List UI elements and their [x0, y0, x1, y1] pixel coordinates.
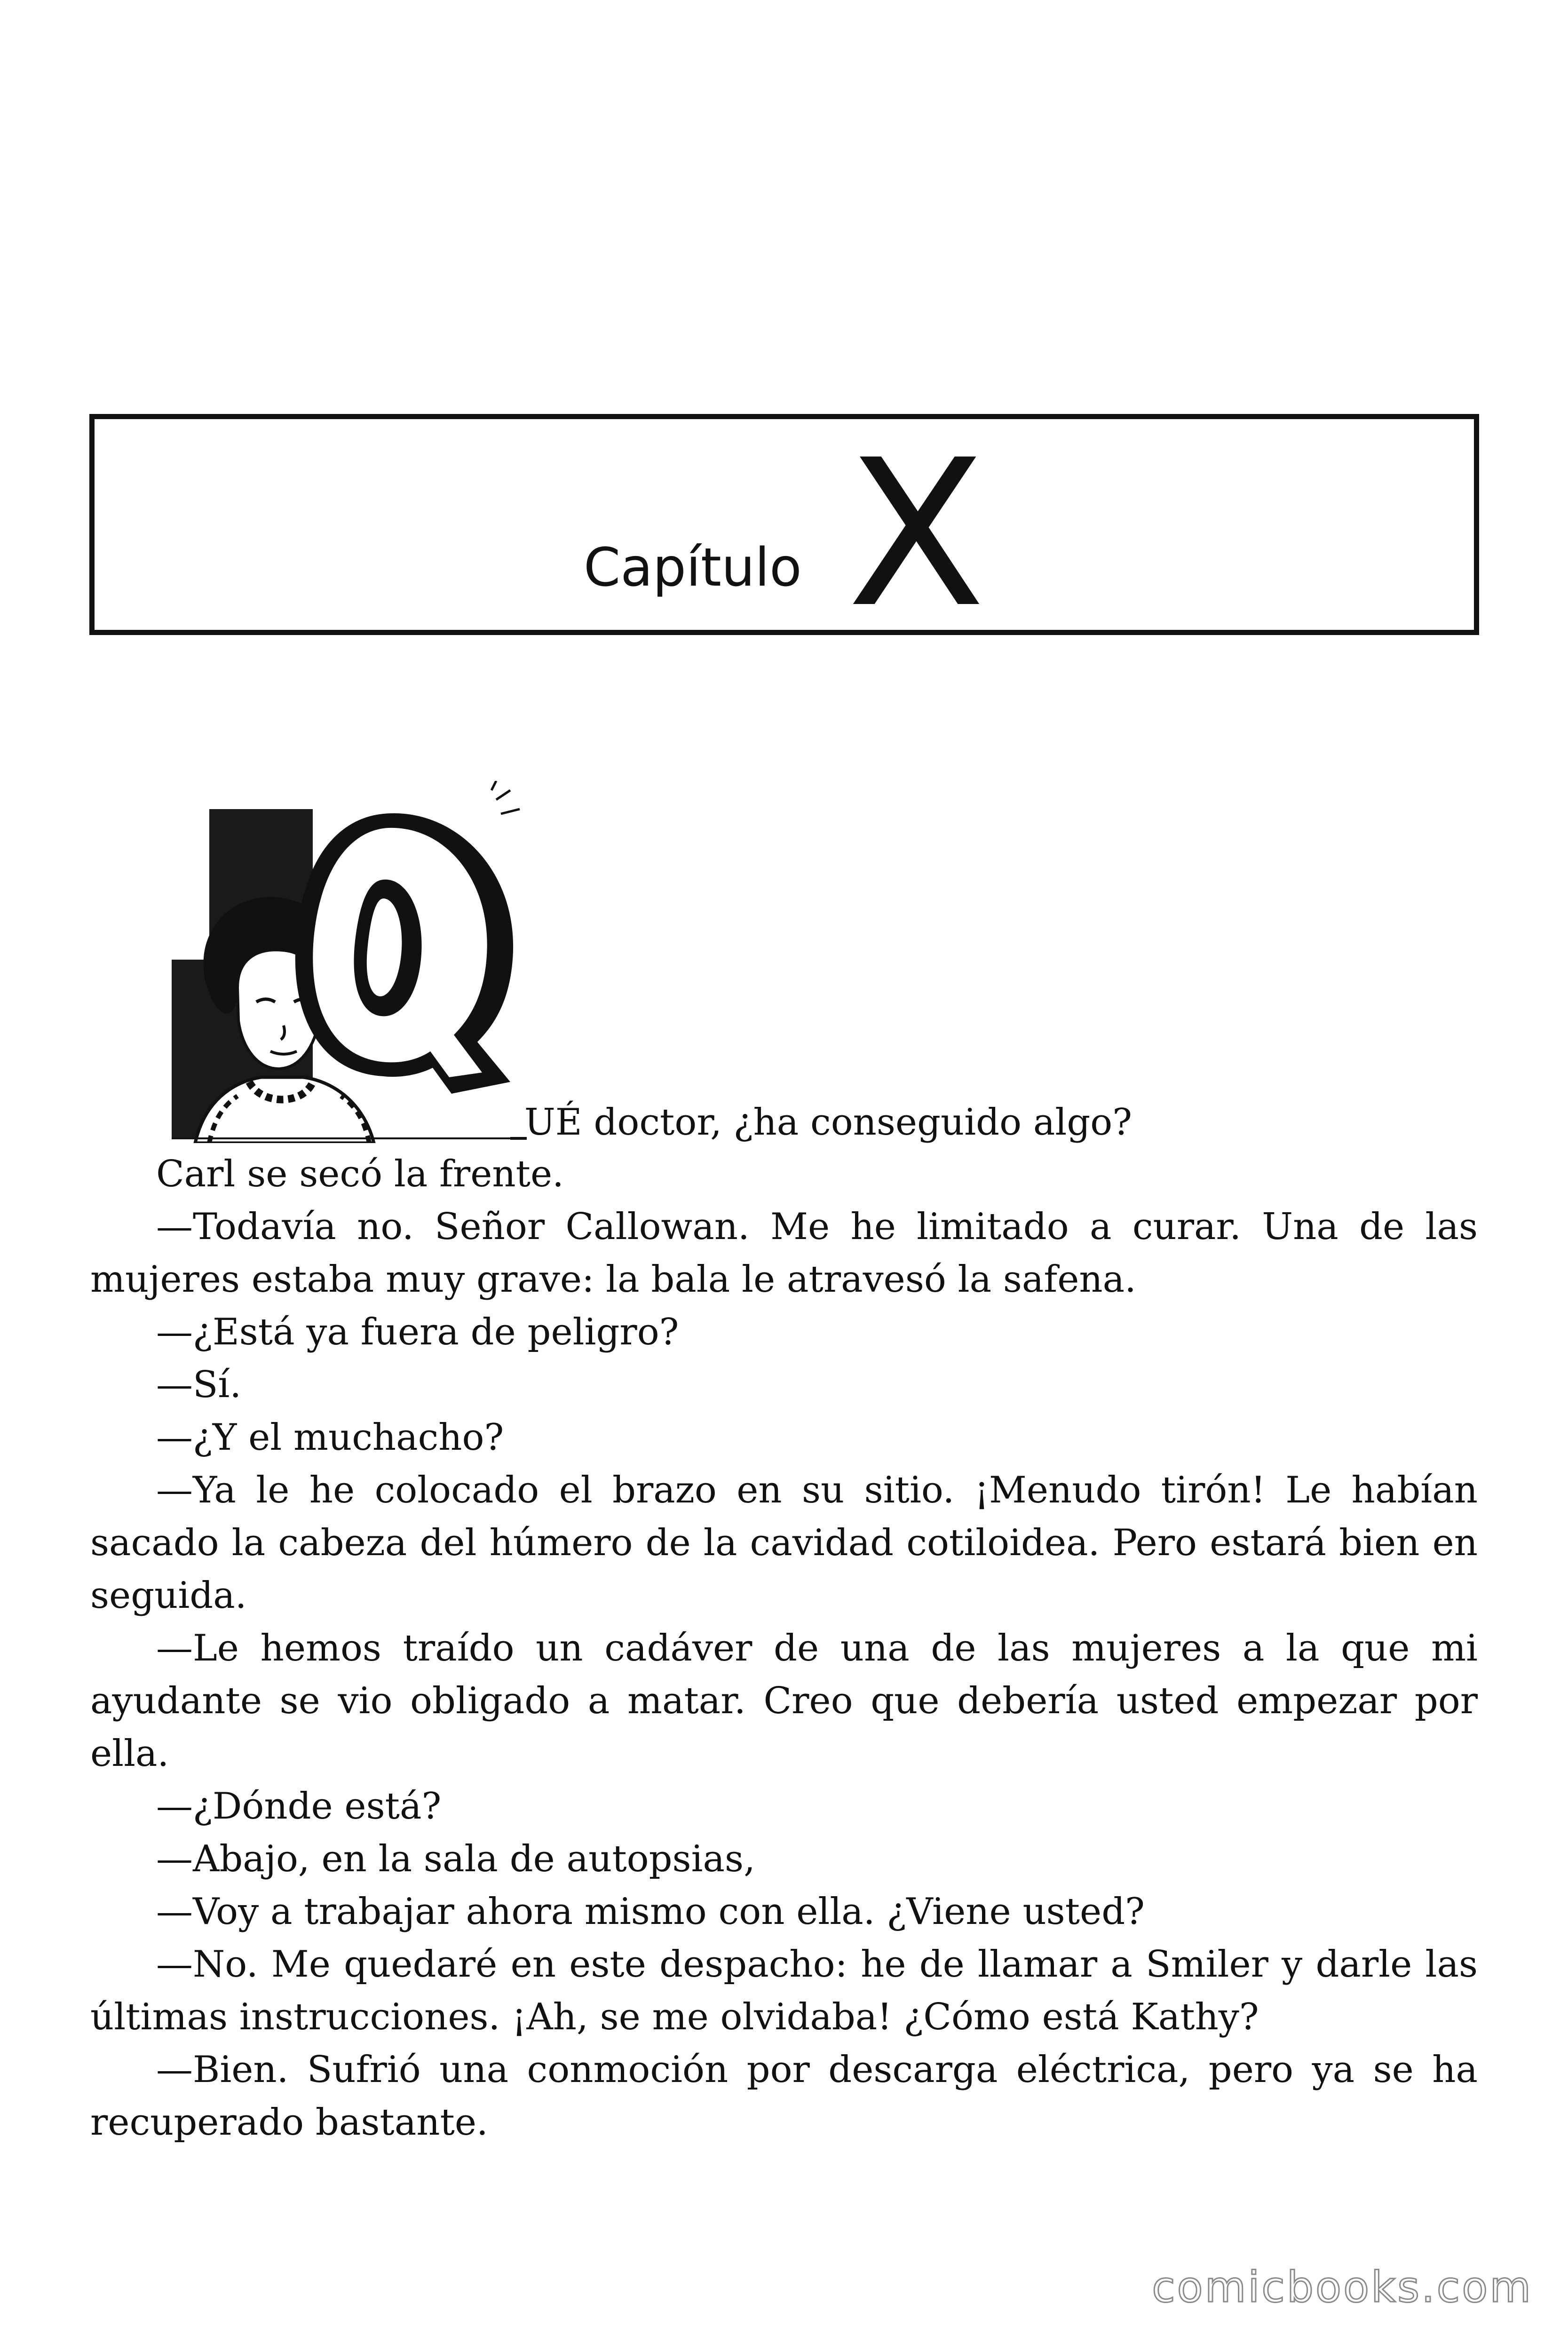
- chapter-label: Capítulo: [584, 537, 802, 598]
- paragraph: —No. Me quedaré en este despacho: he de llamar a Smiler y darle las últimas instrucciones. ¡Ah, se me olvidaba! ¿Cómo está Kathy?: [90, 1943, 1478, 2038]
- paragraph: —¿Y el muchacho?: [156, 1416, 504, 1459]
- body-text: [90, 1148, 1478, 2149]
- drop-cap-continuation: UÉ doctor, ¿ha conseguido algo?: [524, 1101, 1132, 1144]
- paragraph: —Bien. Sufrió una conmoción por descarga eléctrica, pero ya se ha recuperado bastante.: [90, 2049, 1478, 2144]
- illustrated-drop-cap-q: [162, 781, 527, 1143]
- chapter-numeral: X: [847, 417, 986, 652]
- paragraph: —Voy a trabajar ahora mismo con ella. ¿Viene usted?: [156, 1891, 1145, 1933]
- paragraph: —Sí.: [156, 1364, 242, 1406]
- paragraph: —Abajo, en la sala de autopsias,: [156, 1838, 755, 1880]
- watermark: comicbooks.com: [1152, 2263, 1533, 2312]
- paragraph: —Todavía no. Señor Callowan. Me he limitado a curar. Una de las mujeres estaba muy grave: la bala le atravesó la safena.: [90, 1206, 1478, 1301]
- chapter-heading-box: [89, 414, 1479, 652]
- paragraph: —Ya le he colocado el brazo en su sitio. ¡Menudo tirón! Le habían sacado la cabeza del húmero de la cavidad cotiloidea. Pero estará bien en seguida.: [90, 1469, 1478, 1617]
- paragraph: —Le hemos traído un cadáver de una de las mujeres a la que mi ayudante se vio obligado a matar. Creo que debería usted empezar por ella.: [90, 1627, 1478, 1775]
- paragraph: —¿Está ya fuera de peligro?: [156, 1311, 679, 1353]
- paragraph: Carl se secó la frente.: [156, 1153, 564, 1195]
- letter-q-graphic: [295, 813, 513, 1094]
- paragraph: —¿Dónde está?: [156, 1785, 442, 1828]
